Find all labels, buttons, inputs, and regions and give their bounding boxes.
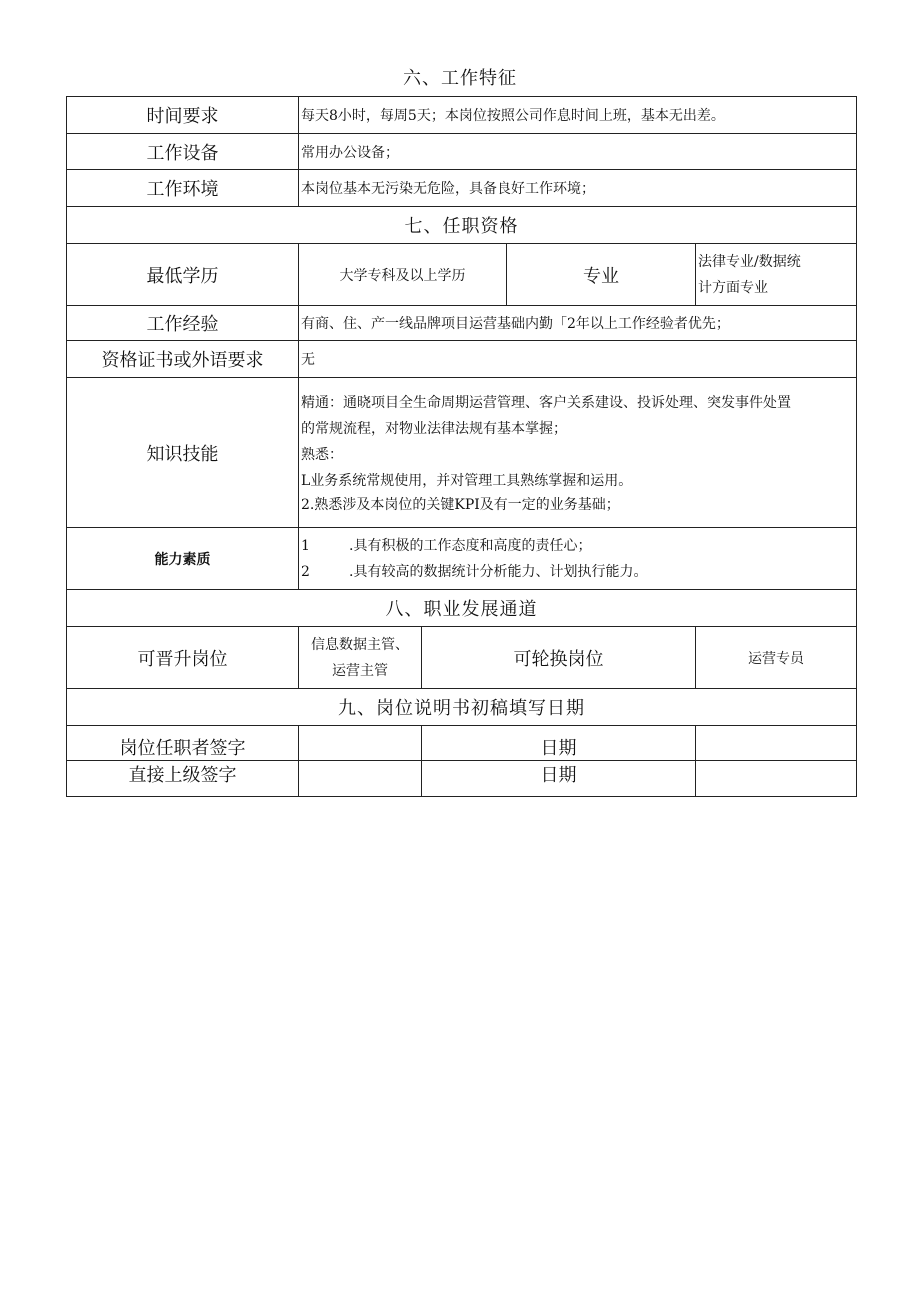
- incumbent-signature-label: 岗位任职者签字: [67, 726, 299, 761]
- supervisor-date-field[interactable]: [696, 761, 857, 797]
- promote-value: [299, 627, 422, 689]
- supervisor-signature-label: 直接上级签字: [67, 761, 299, 797]
- section-9-title: 九、岗位说明书初稿填写日期: [67, 689, 857, 726]
- major-label: 专业: [507, 244, 696, 306]
- ability-item-2: [301, 559, 856, 585]
- ability-item-1-number: 1: [301, 537, 310, 554]
- certificate-value: 无: [299, 341, 857, 378]
- skills-line-4: L业务系统常规使用，并对管理工具熟练掌握和运用。: [301, 472, 633, 489]
- row-work-environment: [67, 170, 857, 207]
- row-supervisor-signature: [67, 761, 857, 797]
- certificate-label: 资格证书或外语要求: [67, 341, 299, 378]
- skills-line-1: 精通：通晓项目全生命周期运营管理、客户关系建设、投诉处理、突发事件处置: [301, 394, 791, 411]
- major-value-line-2: 计方面专业: [698, 279, 768, 296]
- work-environment-value: 本岗位基本无污染无危险，具备良好工作环境；: [299, 170, 857, 207]
- work-equipment-label: 工作设备: [67, 134, 299, 170]
- row-skills: [67, 378, 857, 528]
- section-9-header-row: [67, 689, 857, 726]
- section-8-title: 八、职业发展通道: [67, 590, 857, 627]
- row-time-requirement: [67, 97, 857, 134]
- time-requirement-label: 时间要求: [67, 97, 299, 134]
- time-requirement-value: 每天8小时，每周5天；本岗位按照公司作息时间上班，基本无出差。: [299, 97, 857, 134]
- row-incumbent-signature: [67, 726, 857, 761]
- ability-label: 能力素质: [67, 528, 299, 590]
- section-6-title: 六、工作特征: [403, 68, 517, 89]
- rotate-value: 运营专员: [696, 627, 857, 689]
- section-8-header-row: [67, 590, 857, 627]
- work-equipment-value: 常用办公设备；: [299, 134, 857, 170]
- promote-label: 可晋升岗位: [67, 627, 299, 689]
- skills-line-5: 2.熟悉涉及本岗位的关键KPI及有一定的业务基础；: [301, 496, 620, 513]
- supervisor-signature-field[interactable]: [299, 761, 422, 797]
- section-7-header-row: [67, 207, 857, 244]
- education-value: 大学专科及以上学历: [299, 244, 507, 306]
- skills-line-3: 熟悉：: [301, 446, 343, 463]
- row-education: [67, 244, 857, 306]
- row-certificate: [67, 341, 857, 378]
- ability-value: [299, 528, 857, 590]
- incumbent-signature-field[interactable]: [299, 726, 422, 761]
- supervisor-date-label: 日期: [422, 761, 696, 797]
- rotate-label: 可轮换岗位: [422, 627, 696, 689]
- education-label: 最低学历: [67, 244, 299, 306]
- row-ability: [67, 528, 857, 590]
- promote-value-line-2: 运营主管: [332, 662, 388, 679]
- row-work-equipment: [67, 134, 857, 170]
- skills-line-2: 的常规流程，对物业法律法规有基本掌握；: [301, 420, 567, 437]
- ability-item-2-text: .具有较高的数据统计分析能力、计划执行能力。: [349, 563, 648, 580]
- ability-item-2-number: 2: [301, 563, 310, 580]
- major-value: [696, 244, 857, 306]
- section-7-title: 七、任职资格: [67, 207, 857, 244]
- experience-value: 有商、住、产一线品牌项目运营基础内勤「2年以上工作经验者优先；: [299, 306, 857, 341]
- incumbent-date-field[interactable]: [696, 726, 857, 761]
- work-environment-label: 工作环境: [67, 170, 299, 207]
- skills-value: [299, 378, 857, 528]
- promote-value-line-1: 信息数据主管、: [311, 636, 409, 653]
- ability-item-1-text: .具有积极的工作态度和高度的责任心；: [349, 537, 592, 554]
- incumbent-date-label: 日期: [422, 726, 696, 761]
- skills-label: 知识技能: [67, 378, 299, 528]
- major-value-line-1: 法律专业/数据统: [698, 253, 801, 270]
- job-description-table: [66, 96, 857, 797]
- row-career-path: [67, 627, 857, 689]
- experience-label: 工作经验: [67, 306, 299, 341]
- row-experience: [67, 306, 857, 341]
- ability-item-1: [301, 533, 856, 559]
